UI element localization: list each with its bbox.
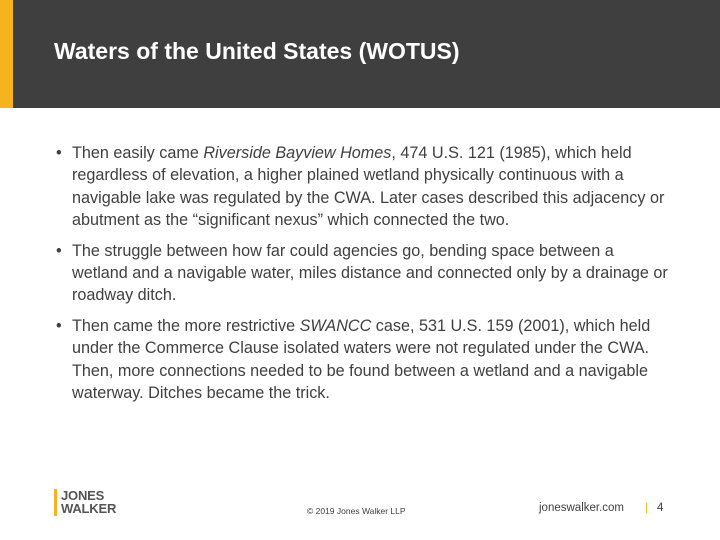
accent-stripe [0, 0, 13, 108]
website-link[interactable]: joneswalker.com [539, 502, 625, 514]
bullet-text-run: case, 531 U.S. 159 (2001), which held under the Commerce Clause isolated waters were not regulated under the CWA. Then, more connections needed to be found between a wetland and a navigable waterway. Ditches became the trick. [72, 316, 651, 403]
title-bar [0, 0, 720, 108]
logo-line-2: WALKER [61, 501, 117, 516]
page-number: 4 [657, 502, 664, 514]
jones-walker-logo [54, 489, 144, 516]
bullet-marker: • [56, 316, 62, 335]
bullet-text [72, 315, 668, 405]
bullet-item [56, 240, 668, 307]
bullet-text-run: , 474 U.S. 121 (1985), which held regardless of elevation, a higher plained wetland physically continuous with a navigable lake was regulated by the CWA. Later cases described this adjacency or abutment as the “significant nexus” which connected the two. [72, 144, 665, 230]
bullet-marker: • [56, 241, 62, 260]
bullet-item [56, 142, 668, 232]
bullet-item [56, 315, 668, 405]
case-name: Riverside Bayview Homes [203, 144, 392, 162]
bullet-list [56, 142, 668, 412]
case-name: SWANCC [299, 316, 372, 335]
logo-line-1: JONES [61, 488, 105, 503]
slide-title: Waters of the United States (WOTUS) [54, 38, 460, 64]
copyright-notice: © 2019 Jones Walker LLP [307, 506, 406, 516]
bullet-text-run: The struggle between how far could agencies go, bending space between a wetland and a navigable water, miles distance and connected only by a drainage or roadway ditch. [72, 241, 668, 305]
bullet-text-run: Then easily came [72, 144, 204, 162]
logo-accent-bar [54, 489, 57, 516]
bullet-marker: • [56, 144, 62, 162]
bullet-text [72, 240, 668, 307]
footer-separator: | [645, 500, 649, 514]
bullet-text [72, 142, 668, 232]
bullet-text-run: Then came the more restrictive [72, 316, 300, 335]
